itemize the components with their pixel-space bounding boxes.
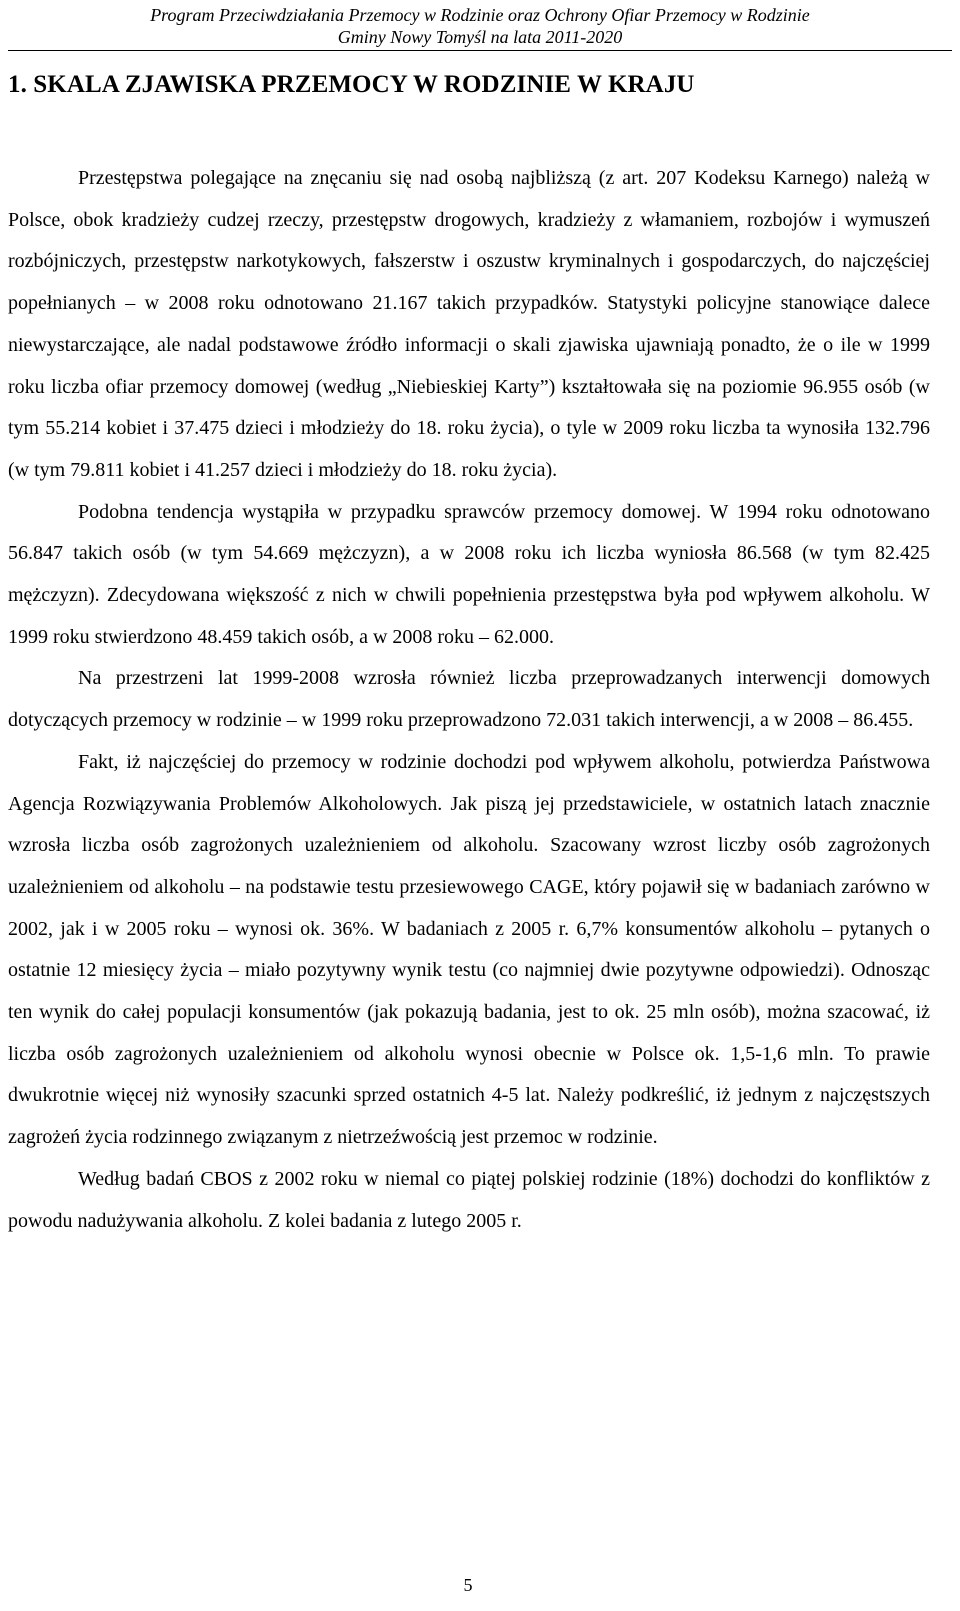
body-text	[8, 158, 930, 1242]
paragraph-2: Podobna tendencja wystąpiła w przypadku sprawców przemocy domowej. W 1994 roku odnotowano 56.847 takich osób (w tym 54.669 mężczyzn), a w 2008 roku ich liczba wyniosła 86.568 (w tym 82.425 mężczyzn). Zdecydowana większość z nich w chwili popełnienia przestępstwa była pod wpływem alkoholu. W 1999 roku stwierdzono 48.459 takich osób, a w 2008 roku – 62.000.	[8, 500, 930, 648]
paragraph-3: Na przestrzeni lat 1999-2008 wzrosła również liczba przeprowadzanych interwencji domowych dotyczących przemocy w rodzinie – w 1999 roku przeprowadzono 72.031 takich interwencji, a w 2008 – 86.455.	[8, 667, 930, 732]
running-header-line-1: Program Przeciwdziałania Przemocy w Rodzinie oraz Ochrony Ofiar Przemocy w Rodzinie	[150, 5, 810, 25]
running-header	[0, 4, 960, 48]
paragraph-1: Przestępstwa polegające na znęcaniu się nad osobą najbliższą (z art. 207 Kodeksu Karnego) należą w Polsce, obok kradzieży cudzej rzeczy, przestępstw drogowych, kradzieży z włamaniem, rozbojów i wymuszeń rozbójniczych, przestępstw narkotykowych, fałszerstw i oszustw kryminalnych i gospodarczych, do najczęściej popełnianych – w 2008 roku odnotowano 21.167 takich przypadków. Statystyki policyjne stanowiące dalece niewystarczające, ale nadal podstawowe źródło informacji o skali zjawiska ujawniają ponadto, że o ile w 1999 roku liczba ofiar przemocy domowej (według „Niebieskiej Karty”) kształtowała się na poziomie 96.955 osób (w tym 55.214 kobiet i 37.475 dzieci i młodzieży do 18. roku życia), o tyle w 2009 roku liczba ta wynosiła 132.796 (w tym 79.811 kobiet i 41.257 dzieci i młodzieży do 18. roku życia).	[8, 167, 930, 481]
page-number: 5	[463, 1575, 473, 1595]
paragraph-4: Fakt, iż najczęściej do przemocy w rodzinie dochodzi pod wpływem alkoholu, potwierdza Państwowa Agencja Rozwiązywania Problemów Alkoholowych. Jak piszą jej przedstawiciele, w ostatnich latach znacznie wzrosła liczba osób zagrożonych uzależnieniem od alkoholu. Szacowany wzrost liczby osób zagrożonych uzależnieniem od alkoholu – na podstawie testu przesiewowego CAGE, który pojawił się w badaniach zarówno w 2002, jak i w 2005 roku – wynosi ok. 36%. W badaniach z 2005 r. 6,7% konsumentów alkoholu – pytanych o ostatnie 12 miesięcy życia – miało pozytywny wynik testu (co najmniej dwie pozytywne odpowiedzi). Odnosząc ten wynik do całej populacji konsumentów (jak pokazują badania, jest to ok. 25 mln osób), można szacować, iż liczba osób zagrożonych uzależnieniem od alkoholu wynosi obecnie w Polsce ok. 1,5-1,6 mln. To prawie dwukrotnie więcej niż wynosiły szacunki sprzed ostatnich 4-5 lat. Należy podkreślić, iż jednym z najczęstszych zagrożeń życia rodzinnego związanym z nietrzeźwością jest przemoc w rodzinie.	[8, 750, 930, 1149]
chapter-title: 1. SKALA ZJAWISKA PRZEMOCY W RODZINIE W KRAJU	[8, 71, 695, 98]
running-header-line-2: Gminy Nowy Tomyśl na lata 2011-2020	[337, 27, 623, 47]
paragraph-5: Według badań CBOS z 2002 roku w niemal co piątej polskiej rodzinie (18%) dochodzi do konfliktów z powodu nadużywania alkoholu. Z kolei badania z lutego 2005 r.	[8, 1167, 930, 1232]
header-divider	[8, 50, 952, 51]
